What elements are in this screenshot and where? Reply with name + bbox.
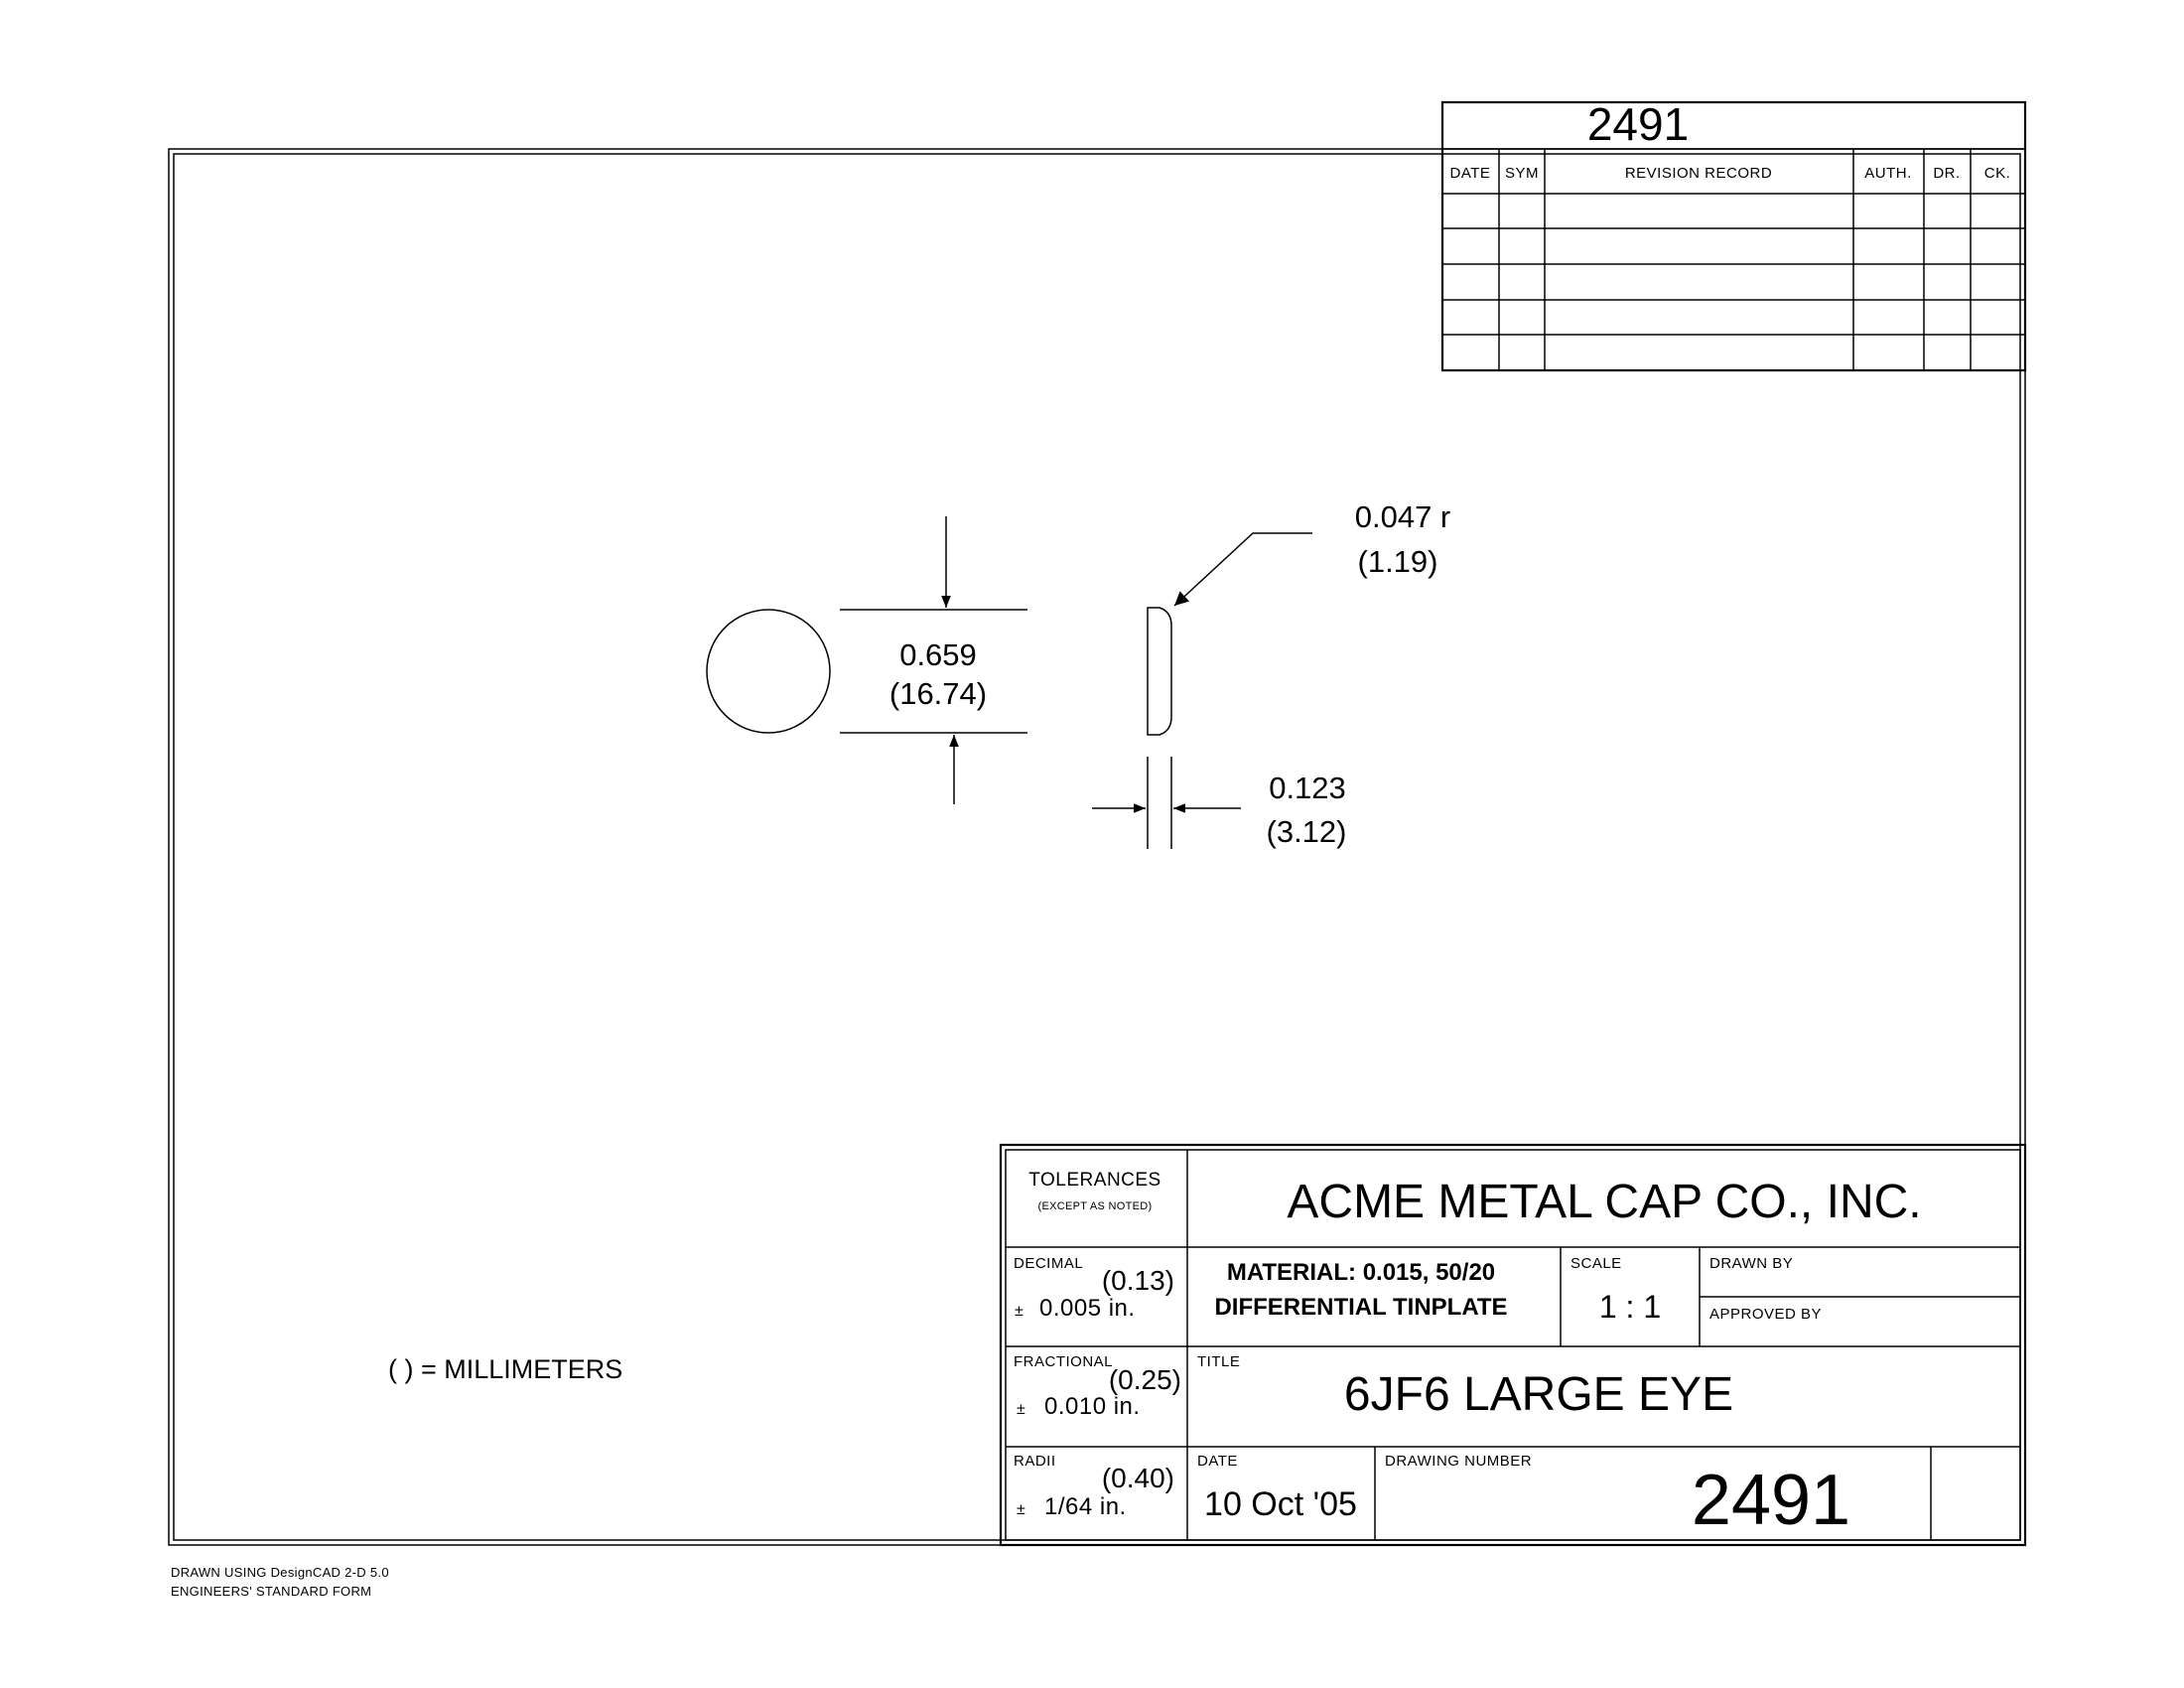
footer-line-2: ENGINEERS' STANDARD FORM <box>171 1584 372 1599</box>
thickness-mm-label: (3.12) <box>1266 814 1347 849</box>
drawing-title: 6JF6 LARGE EYE <box>1343 1368 1734 1421</box>
part-front-view <box>707 516 1027 804</box>
drawing-number: 2491 <box>1691 1461 1851 1540</box>
company-name: ACME METAL CAP CO., INC. <box>1287 1176 1922 1228</box>
part-side-view <box>1092 499 1450 849</box>
cap-profile <box>1148 608 1171 735</box>
footer-line-1: DRAWN USING DesignCAD 2-D 5.0 <box>171 1565 389 1580</box>
title-block <box>1001 1145 2025 1545</box>
radius-mm-label: (1.19) <box>1357 544 1438 579</box>
except-as-noted-label: (EXCEPT AS NOTED) <box>1037 1200 1153 1212</box>
material-line-2: DIFFERENTIAL TINPLATE <box>1214 1294 1508 1321</box>
revision-header-sym: SYM <box>1504 165 1540 182</box>
radii-label: RADII <box>1014 1453 1056 1470</box>
radius-inch-label: 0.047 r <box>1354 499 1451 534</box>
title-label: TITLE <box>1197 1353 1241 1370</box>
revision-header-auth: AUTH. <box>1864 165 1912 182</box>
decimal-plus-minus: ± <box>1015 1303 1024 1320</box>
cap-circle <box>707 610 830 733</box>
fractional-label: FRACTIONAL <box>1014 1353 1114 1370</box>
fractional-plus-minus: ± <box>1017 1401 1025 1418</box>
revision-header-record: REVISION RECORD <box>1624 165 1773 182</box>
date-value: 10 Oct '05 <box>1204 1485 1357 1523</box>
drawing-border <box>169 149 2025 1545</box>
revision-number: 2491 <box>1586 98 1690 150</box>
tolerances-label: TOLERANCES <box>1028 1170 1161 1191</box>
date-label: DATE <box>1197 1453 1238 1470</box>
revision-header-ck: CK. <box>1983 165 2011 182</box>
approved-by-label: APPROVED BY <box>1709 1306 1823 1323</box>
units-note: ( ) = MILLIMETERS <box>388 1354 623 1384</box>
radius-leader <box>1174 533 1312 606</box>
scale-value: 1 : 1 <box>1598 1289 1662 1325</box>
decimal-label: DECIMAL <box>1014 1255 1084 1272</box>
revision-header-dr: DR. <box>1933 165 1961 182</box>
decimal-mm: (0.13) <box>1101 1265 1174 1296</box>
revision-block <box>1442 98 2025 370</box>
fractional-value: 0.010 in. <box>1044 1393 1141 1420</box>
radii-value: 1/64 in. <box>1044 1493 1127 1520</box>
radii-mm: (0.40) <box>1101 1463 1174 1493</box>
drawing-number-label: DRAWING NUMBER <box>1385 1453 1533 1470</box>
radii-plus-minus: ± <box>1017 1501 1025 1518</box>
scale-label: SCALE <box>1570 1255 1622 1272</box>
diameter-inch-label: 0.659 <box>899 637 977 672</box>
decimal-value: 0.005 in. <box>1039 1295 1136 1322</box>
fractional-mm: (0.25) <box>1108 1364 1181 1395</box>
drawn-by-label: DRAWN BY <box>1709 1255 1794 1272</box>
revision-header-date: DATE <box>1449 165 1491 182</box>
thickness-inch-label: 0.123 <box>1269 771 1346 805</box>
material-line-1: MATERIAL: 0.015, 50/20 <box>1226 1259 1496 1286</box>
diameter-mm-label: (16.74) <box>888 676 988 711</box>
